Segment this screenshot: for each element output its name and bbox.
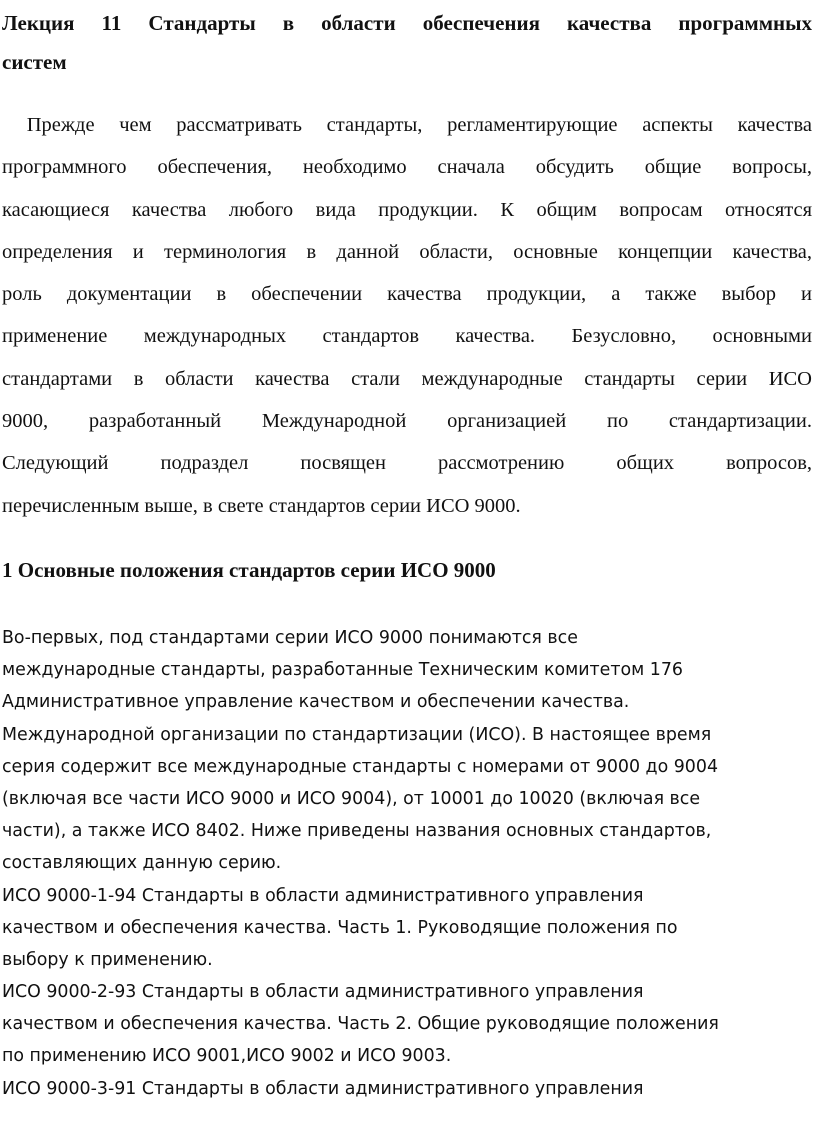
intro-line: Следующий подраздел посвящен рассмотрению общих вопросов, xyxy=(2,452,812,475)
lecture-title-line-1: Лекция 11 Стандарты в области обеспечения качества программных xyxy=(2,11,812,35)
body-line: ИСО 9000-3-91 Стандарты в области административного управления xyxy=(2,1078,644,1099)
intro-line: роль документации в обеспечении качества продукции, а также выбор и xyxy=(2,283,812,306)
body-line: выбору к применению. xyxy=(2,949,213,970)
intro-line: перечисленным выше, в свете стандартов серии ИСО 9000. xyxy=(2,494,521,517)
intro-line: программного обеспечения, необходимо сначала обсудить общие вопросы, xyxy=(2,156,812,179)
intro-line: определения и терминология в данной области, основные концепции качества, xyxy=(2,240,812,263)
intro-line: касающиеся качества любого вида продукции. К общим вопросам относятся xyxy=(2,198,812,221)
intro-line: 9000, разработанный Международной организацией по стандартизации. xyxy=(2,410,812,433)
body-line: составляющих данную серию. xyxy=(2,853,282,874)
body-line: Административное управление качеством и обеспечении качества. xyxy=(2,692,630,713)
intro-line: применение международных стандартов качества. Безусловно, основными xyxy=(2,325,812,348)
body-line: серия содержит все международные стандарты с номерами от 9000 до 9004 xyxy=(2,756,719,777)
section-heading: 1 Основные положения стандартов серии ИСО 9000 xyxy=(2,558,496,582)
body-line: Международной организации по стандартизации (ИСО). В настоящее время xyxy=(2,724,712,745)
body-line: Во-первых, под стандартами серии ИСО 9000 понимаются все xyxy=(2,628,578,648)
body-line: части), а также ИСО 8402. Ниже приведены названия основных стандартов, xyxy=(2,821,712,842)
body-line: международные стандарты, разработанные Техническим комитетом 176 xyxy=(2,660,683,681)
intro-line: Прежде чем рассматривать стандарты, регламентирующие аспекты качества xyxy=(2,114,812,136)
body-line: ИСО 9000-1-94 Стандарты в области административного управления xyxy=(2,885,644,906)
lecture-title xyxy=(2,4,812,82)
intro-paragraph xyxy=(2,104,812,527)
body-line: качеством и обеспечения качества. Часть 2. Общие руководящие положения xyxy=(2,1014,719,1035)
body-line: ИСО 9000-2-93 Стандарты в области административного управления xyxy=(2,982,644,1003)
lecture-title-line-2: систем xyxy=(2,50,67,74)
section-body xyxy=(2,622,807,1105)
intro-line: стандартами в области качества стали международные стандарты серии ИСО xyxy=(2,367,812,390)
body-line: (включая все части ИСО 9000 и ИСО 9004), от 10001 до 10020 (включая все xyxy=(2,788,701,809)
body-line: качеством и обеспечения качества. Часть 1. Руководящие положения по xyxy=(2,917,678,938)
body-line: по применению ИСО 9001,ИСО 9002 и ИСО 9003. xyxy=(2,1046,452,1067)
